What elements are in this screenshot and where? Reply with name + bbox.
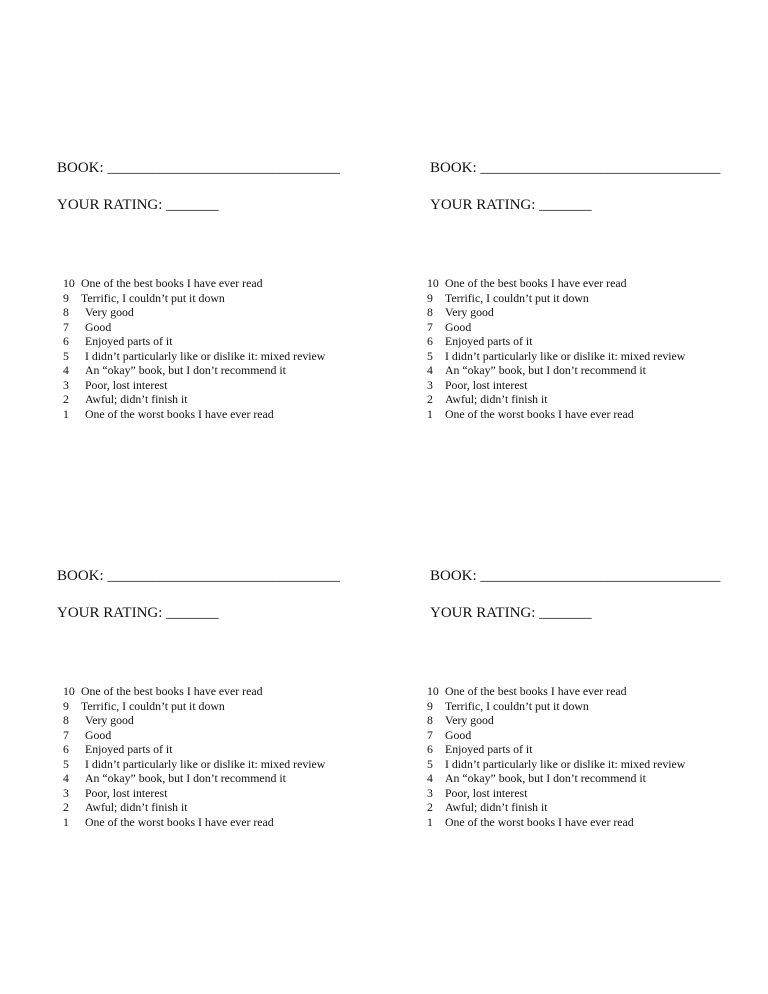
rating-description: Enjoyed parts of it	[445, 742, 533, 756]
rating-description: Enjoyed parts of it	[85, 334, 173, 348]
rating-scale-item	[427, 276, 768, 291]
rating-number: 7	[63, 319, 69, 334]
rating-description: An “okay” book, but I don’t recommend it	[85, 363, 286, 377]
rating-number: 1	[427, 406, 433, 421]
rating-scale-item	[427, 363, 768, 378]
rating-scale-item	[63, 407, 397, 422]
rating-description: One of the best books I have ever read	[445, 276, 627, 290]
rating-description: An “okay” book, but I don’t recommend it	[445, 771, 646, 785]
rating-description: I didn’t particularly like or dislike it: mixed review	[445, 756, 686, 771]
rating-number: 2	[63, 392, 69, 406]
rating-description: I didn’t particularly like or dislike it: mixed review	[85, 348, 326, 363]
rating-number: 4	[63, 363, 69, 377]
rating-number: 4	[427, 771, 433, 785]
rating-description: Poor, lost interest	[445, 377, 528, 392]
rating-description: I didn’t particularly like or dislike it: mixed review	[85, 756, 326, 771]
rating-card-bottom-left	[57, 567, 397, 829]
rating-scale-item	[427, 334, 768, 349]
rating-description: An “okay” book, but I don’t recommend it	[85, 771, 286, 785]
rating-description: Terrific, I couldn’t put it down	[81, 290, 225, 305]
rating-description: Very good	[85, 713, 134, 727]
rating-number: 6	[427, 334, 433, 348]
rating-scale-item	[63, 276, 397, 291]
rating-number: 10	[63, 684, 75, 698]
rating-scale-item	[427, 713, 768, 728]
rating-scale-item	[427, 815, 768, 830]
rating-card-top-left	[57, 159, 397, 421]
rating-number: 6	[63, 742, 69, 756]
rating-scale-item	[63, 757, 397, 772]
rating-card-top-right	[427, 159, 768, 421]
rating-scale-item	[63, 684, 397, 699]
rating-scale-item	[427, 305, 768, 320]
rating-number: 5	[63, 348, 69, 363]
rating-description: Very good	[85, 305, 134, 319]
rating-description: Good	[85, 727, 112, 742]
rating-description: Awful; didn’t finish it	[445, 392, 548, 406]
rating-number: 10	[427, 684, 439, 698]
rating-scale	[63, 684, 397, 829]
rating-description: Good	[445, 727, 472, 742]
rating-number: 6	[63, 334, 69, 348]
rating-scale-item	[427, 800, 768, 815]
rating-scale-item	[427, 320, 768, 335]
rating-number: 6	[427, 742, 433, 756]
rating-number: 9	[427, 698, 433, 713]
rating-scale-item	[427, 407, 768, 422]
rating-field[interactable]: YOUR RATING: _______	[57, 605, 219, 621]
book-title-field[interactable]: BOOK: ________________________________	[430, 160, 721, 176]
rating-scale-item	[63, 305, 397, 320]
rating-scale-item	[63, 742, 397, 757]
rating-number: 3	[427, 785, 433, 800]
rating-number: 8	[63, 305, 69, 319]
rating-scale-item	[63, 378, 397, 393]
rating-number: 9	[427, 290, 433, 305]
rating-description: One of the best books I have ever read	[445, 684, 627, 698]
rating-description: Poor, lost interest	[85, 785, 168, 800]
rating-scale-item	[427, 786, 768, 801]
rating-scale-item	[63, 320, 397, 335]
rating-description: One of the worst books I have ever read	[445, 406, 634, 421]
book-title-field[interactable]: BOOK: _______________________________	[57, 160, 340, 176]
rating-scale-item	[63, 363, 397, 378]
rating-number: 10	[63, 276, 75, 290]
rating-scale-item	[63, 800, 397, 815]
rating-scale-item	[427, 291, 768, 306]
rating-description: An “okay” book, but I don’t recommend it	[445, 363, 646, 377]
rating-number: 7	[63, 727, 69, 742]
rating-number: 9	[63, 698, 69, 713]
rating-card-bottom-right	[427, 567, 768, 829]
rating-scale-item	[63, 771, 397, 786]
rating-scale-item	[427, 728, 768, 743]
rating-description: Enjoyed parts of it	[445, 334, 533, 348]
rating-number: 3	[63, 377, 69, 392]
rating-field[interactable]: YOUR RATING: _______	[430, 605, 592, 621]
rating-number: 5	[427, 756, 433, 771]
rating-description: One of the worst books I have ever read	[85, 814, 274, 829]
rating-description: Very good	[445, 305, 494, 319]
rating-scale	[427, 276, 768, 421]
rating-description: Very good	[445, 713, 494, 727]
rating-number: 5	[63, 756, 69, 771]
rating-description: Terrific, I couldn’t put it down	[445, 698, 589, 713]
rating-description: I didn’t particularly like or dislike it: mixed review	[445, 348, 686, 363]
rating-field[interactable]: YOUR RATING: _______	[430, 197, 592, 213]
rating-description: One of the worst books I have ever read	[85, 406, 274, 421]
rating-number: 8	[63, 713, 69, 727]
rating-scale-item	[63, 334, 397, 349]
rating-description: Poor, lost interest	[445, 785, 528, 800]
rating-scale-item	[427, 742, 768, 757]
rating-scale-item	[427, 392, 768, 407]
rating-scale-item	[63, 815, 397, 830]
rating-scale	[427, 684, 768, 829]
rating-description: One of the best books I have ever read	[81, 276, 263, 290]
rating-scale-item	[63, 392, 397, 407]
rating-description: One of the worst books I have ever read	[445, 814, 634, 829]
rating-description: Terrific, I couldn’t put it down	[81, 698, 225, 713]
rating-scale-item	[427, 349, 768, 364]
rating-number: 2	[63, 800, 69, 814]
rating-description: Enjoyed parts of it	[85, 742, 173, 756]
rating-number: 3	[63, 785, 69, 800]
rating-description: Terrific, I couldn’t put it down	[445, 290, 589, 305]
rating-scale-item	[63, 349, 397, 364]
rating-description: Good	[445, 319, 472, 334]
rating-number: 10	[427, 276, 439, 290]
rating-description: Awful; didn’t finish it	[445, 800, 548, 814]
rating-scale-item	[63, 291, 397, 306]
rating-scale-item	[63, 728, 397, 743]
rating-number: 1	[63, 814, 69, 829]
rating-description: Poor, lost interest	[85, 377, 168, 392]
rating-number: 4	[63, 771, 69, 785]
rating-number: 9	[63, 290, 69, 305]
book-title-field[interactable]: BOOK: ________________________________	[430, 568, 721, 584]
rating-scale-item	[427, 757, 768, 772]
rating-description: Awful; didn’t finish it	[85, 800, 188, 814]
rating-number: 5	[427, 348, 433, 363]
rating-number: 7	[427, 319, 433, 334]
rating-field[interactable]: YOUR RATING: _______	[57, 197, 219, 213]
rating-number: 1	[63, 406, 69, 421]
rating-scale-item	[427, 684, 768, 699]
rating-number: 4	[427, 363, 433, 377]
rating-scale-item	[427, 378, 768, 393]
rating-number: 8	[427, 305, 433, 319]
rating-number: 7	[427, 727, 433, 742]
rating-number: 2	[427, 800, 433, 814]
rating-description: Awful; didn’t finish it	[85, 392, 188, 406]
rating-scale-item	[427, 699, 768, 714]
rating-number: 3	[427, 377, 433, 392]
rating-number: 1	[427, 814, 433, 829]
rating-scale-item	[63, 786, 397, 801]
rating-scale-item	[63, 713, 397, 728]
rating-number: 8	[427, 713, 433, 727]
rating-number: 2	[427, 392, 433, 406]
rating-description: Good	[85, 319, 112, 334]
rating-description: One of the best books I have ever read	[81, 684, 263, 698]
rating-scale-item	[63, 699, 397, 714]
rating-scale	[63, 276, 397, 421]
book-title-field[interactable]: BOOK: _______________________________	[57, 568, 340, 584]
rating-scale-item	[427, 771, 768, 786]
